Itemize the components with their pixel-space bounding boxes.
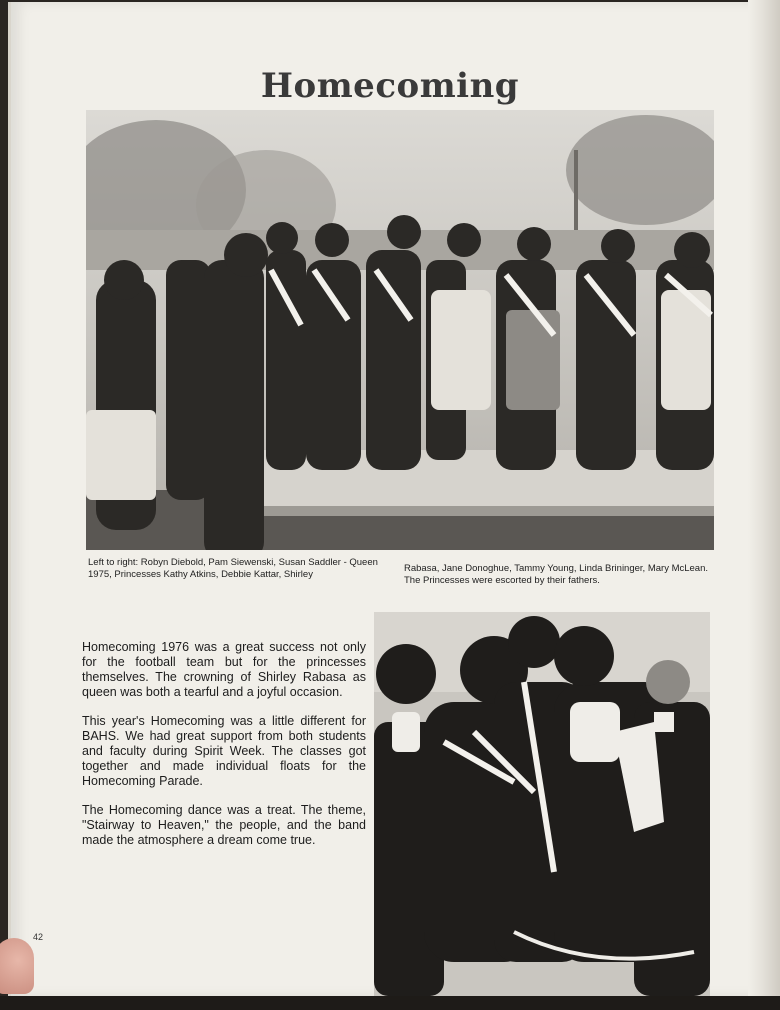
thumb	[0, 938, 34, 994]
page-number: 42	[33, 932, 44, 942]
photo-caption-right: Rabasa, Jane Donoghue, Tammy Young, Linda Brininger, Mary McLean. The Princesses were escorted by their fathers.	[404, 563, 709, 586]
page-edge	[748, 0, 780, 996]
article-paragraph: This year's Homecoming was a little different for BAHS. We had great support from both students and faculty during Spirit Week. The classes got together and made individual floats for the Homecoming Parade.	[82, 714, 366, 788]
page-bottom-shadow	[0, 996, 780, 1010]
homecoming-court-photo	[86, 110, 714, 550]
article-paragraph: The Homecoming dance was a treat. The theme, "Stairway to Heaven," the people, and the band made the atmosphere a dream come true.	[82, 803, 366, 847]
article-paragraph: Homecoming 1976 was a great success not only for the football team but for the princesses themselves. The crowning of Shirley Rabasa as queen was both a tearful and a joyful occasion.	[82, 640, 366, 699]
article-body	[82, 640, 366, 862]
crowning-photo	[374, 612, 710, 996]
photo-caption-left: Left to right: Robyn Diebold, Pam Siewenski, Susan Saddler - Queen 1975, Princesses Kathy Atkins, Debbie Kattar, Shirley	[88, 557, 378, 580]
page-title: Homecoming	[260, 66, 520, 106]
